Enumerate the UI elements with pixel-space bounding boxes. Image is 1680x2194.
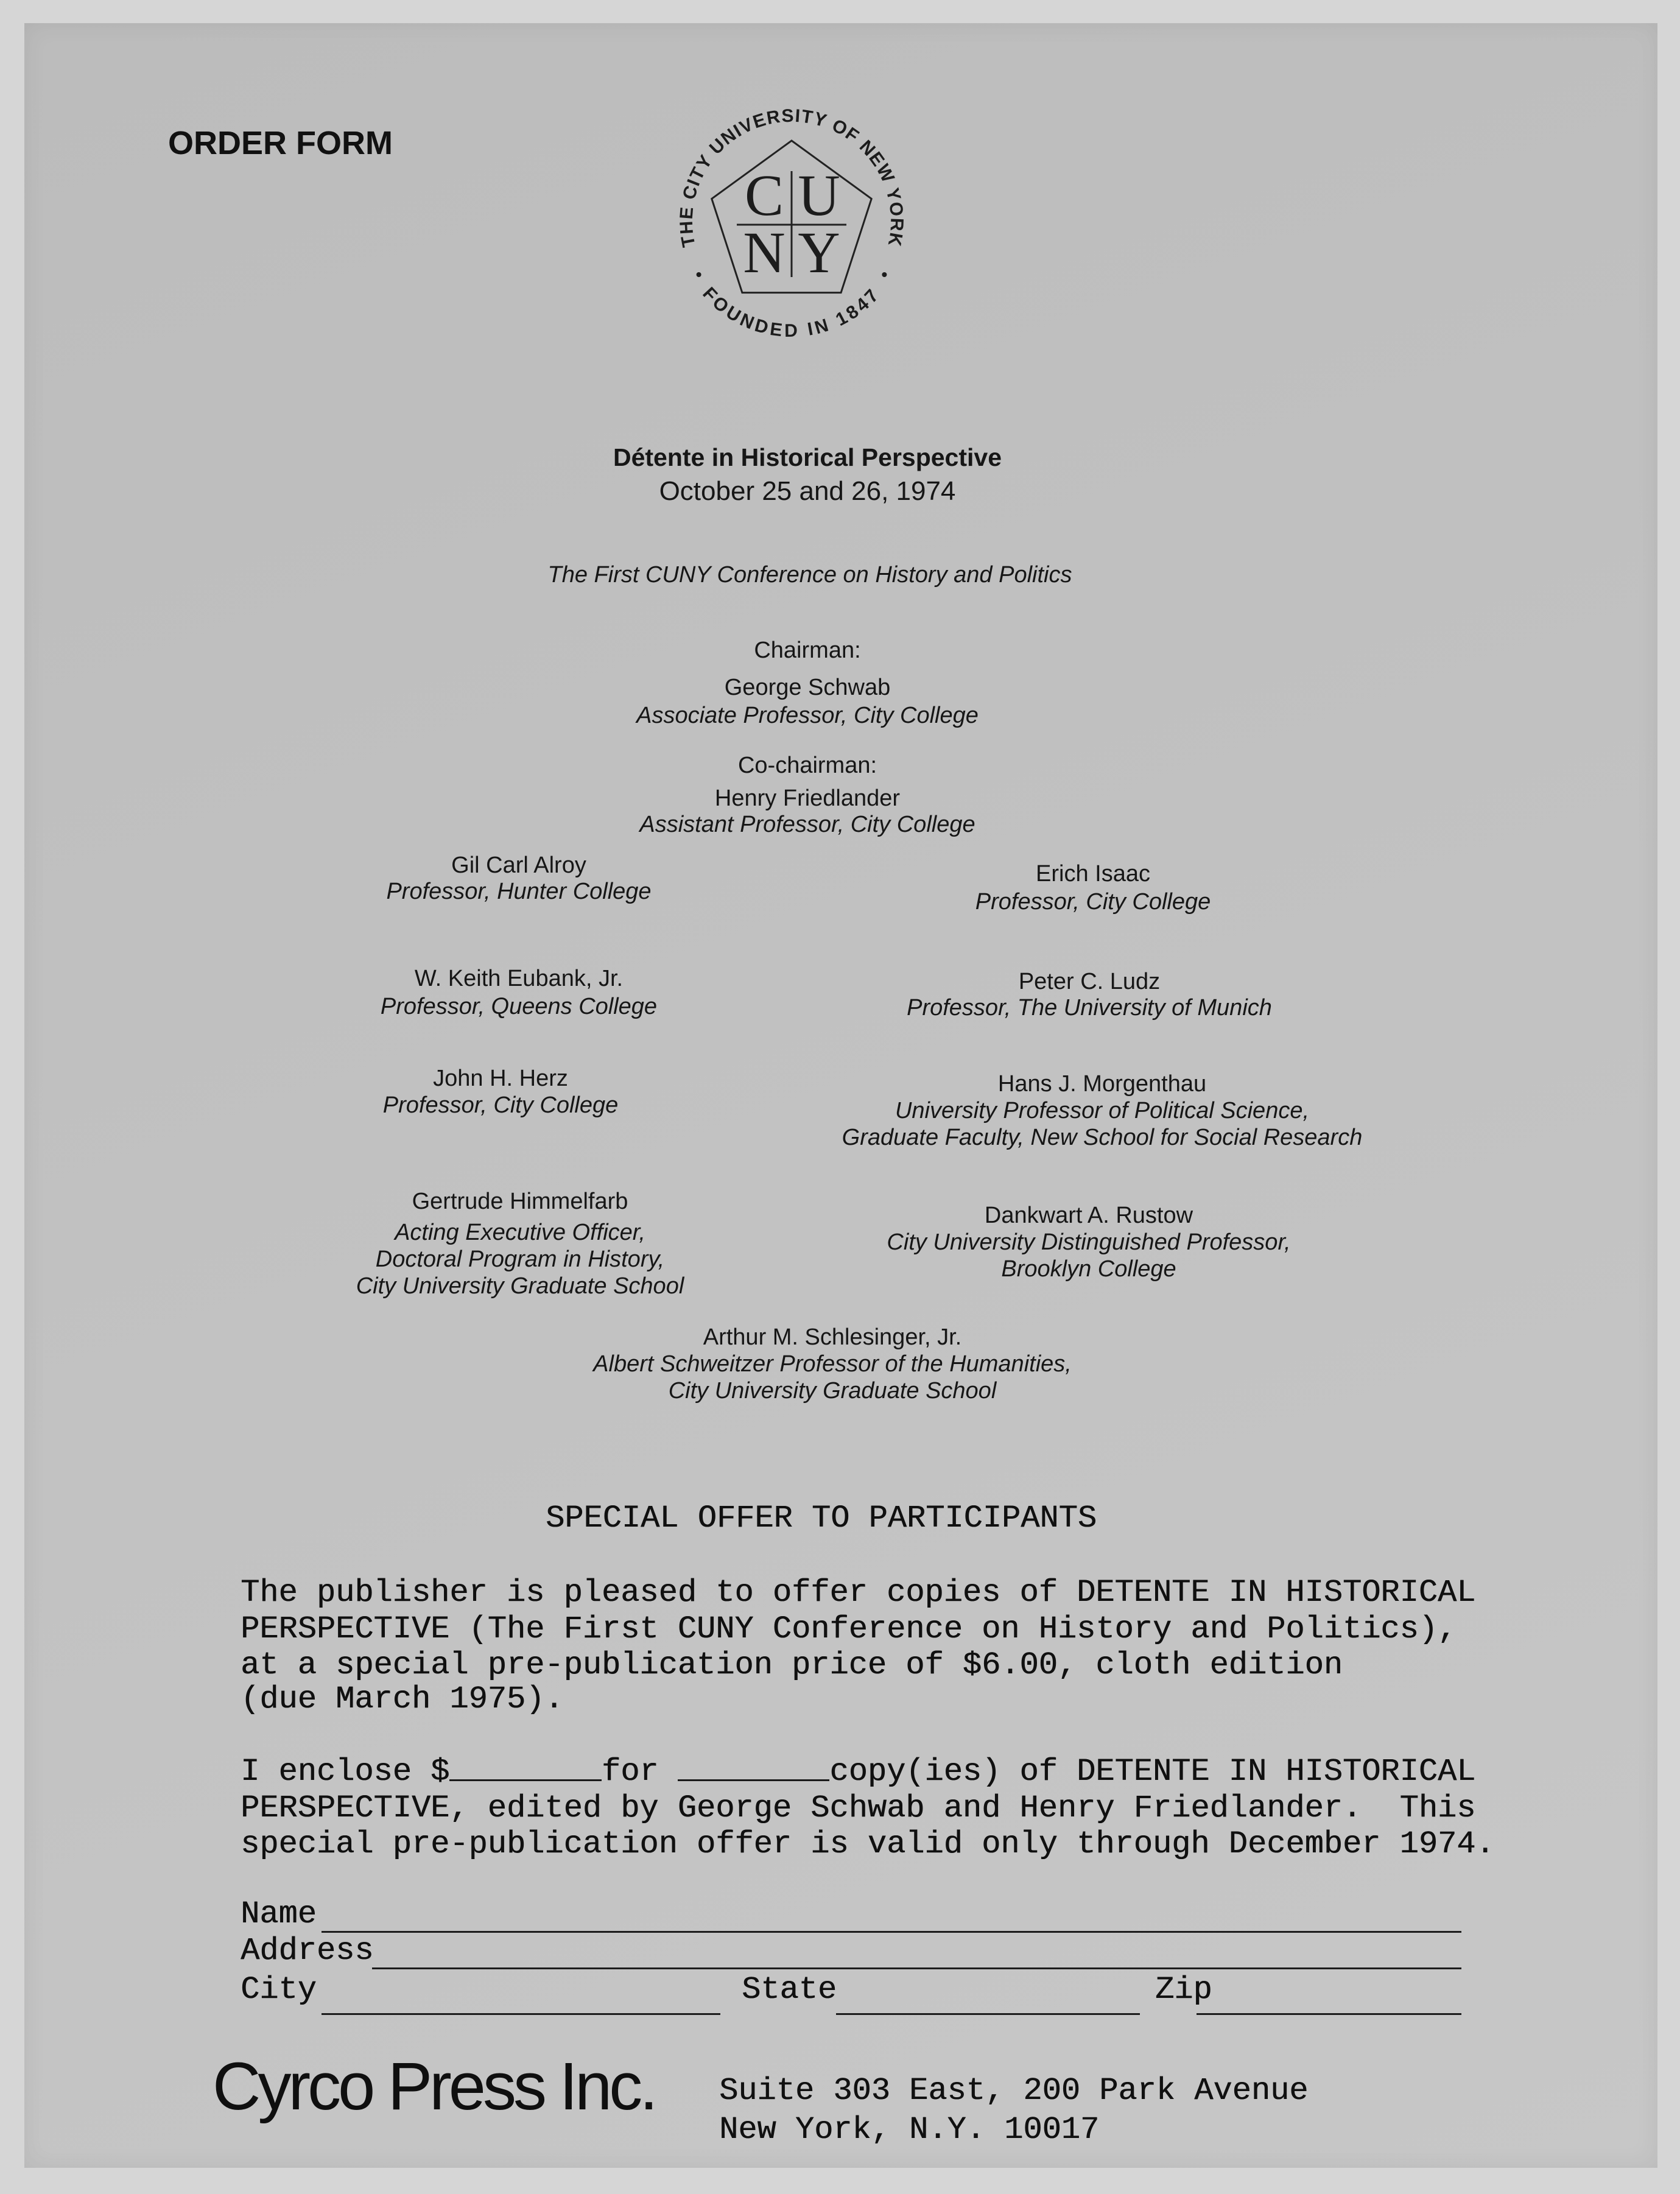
- chairman-block: [636, 673, 979, 730]
- seal-bottom-text: FOUNDED IN 1847: [698, 283, 885, 342]
- participant-name: Erich Isaac: [1036, 861, 1150, 887]
- participant-title: Professor, Queens College: [380, 994, 658, 1019]
- participant-title: City University Graduate School: [356, 1273, 684, 1299]
- participant-title: Professor, Hunter College: [386, 879, 652, 904]
- participant-himmelfarb: [356, 1188, 684, 1299]
- participant-eubank: [381, 965, 657, 1021]
- city-label: City: [241, 1972, 317, 2008]
- participant-name: Gertrude Himmelfarb: [412, 1189, 628, 1214]
- offer-paragraph-line: (due March 1975).: [241, 1681, 564, 1717]
- participant-title: City University Distinguished Professor,: [887, 1229, 1291, 1255]
- participant-name: Gil Carl Alroy: [451, 853, 586, 878]
- city-field[interactable]: [322, 2013, 720, 2015]
- conference-title: Détente in Historical Perspective: [613, 443, 1002, 471]
- enclose-middle: for: [601, 1754, 678, 1790]
- enclose-paragraph-line: special pre-publication offer is valid only through December 1974.: [241, 1826, 1495, 1862]
- participant-rustow: [887, 1202, 1290, 1282]
- conference-dates: October 25 and 26, 1974: [659, 476, 956, 506]
- participant-herz: [383, 1065, 619, 1119]
- zip-label: Zip: [1155, 1972, 1212, 2008]
- participant-title: Acting Executive Officer,: [395, 1220, 645, 1245]
- participant-name: Arthur M. Schlesinger, Jr.: [703, 1324, 962, 1350]
- participant-name: Hans J. Morgenthau: [997, 1071, 1207, 1097]
- state-field[interactable]: [836, 2013, 1140, 2015]
- participant-title: City University Graduate School: [668, 1378, 997, 1404]
- offer-paragraph-line: PERSPECTIVE (The First CUNY Conference on History and Politics),: [241, 1611, 1457, 1647]
- chairman-title: Associate Professor, City College: [636, 703, 979, 728]
- participant-name: Dankwart A. Rustow: [984, 1203, 1193, 1228]
- participant-title: University Professor of Political Science,: [894, 1098, 1310, 1123]
- state-label: State: [742, 1972, 837, 2008]
- enclose-prefix: I enclose $: [241, 1754, 450, 1790]
- amount-blank-field[interactable]: [449, 1755, 602, 1781]
- address-field[interactable]: [372, 1967, 1461, 1969]
- participant-title: Albert Schweitzer Professor of the Humanities,: [593, 1351, 1072, 1377]
- cochairman-label: Co-chairman:: [737, 753, 877, 778]
- special-offer-heading: SPECIAL OFFER TO PARTICIPANTS: [546, 1500, 1097, 1536]
- participant-name: Peter C. Ludz: [1018, 969, 1161, 994]
- participant-title: Professor, City College: [382, 1092, 619, 1118]
- chairman-name: George Schwab: [724, 675, 891, 700]
- zip-field[interactable]: [1197, 2013, 1461, 2015]
- seal-letter-n: N: [743, 220, 786, 285]
- participant-title: Brooklyn College: [1001, 1256, 1176, 1282]
- name-label: Name: [241, 1896, 317, 1932]
- chairman-label: Chairman:: [754, 638, 861, 663]
- participant-name: W. Keith Eubank, Jr.: [414, 966, 624, 991]
- participant-ludz: [907, 969, 1272, 1021]
- offer-paragraph-line: The publisher is pleased to offer copies of DETENTE IN HISTORICAL: [241, 1575, 1476, 1611]
- seal-letter-c: C: [744, 163, 784, 228]
- cochairman-block: [639, 786, 975, 838]
- publisher-address-line: New York, N.Y. 10017: [719, 2112, 1100, 2148]
- cochairman-name: Henry Friedlander: [714, 786, 901, 811]
- offer-paragraph-line: at a special pre-publication price of $6.00, cloth edition: [241, 1647, 1343, 1683]
- participant-alroy: [386, 853, 651, 905]
- address-label: Address: [241, 1933, 374, 1969]
- cochairman-title: Assistant Professor, City College: [639, 812, 975, 837]
- conference-subtitle: The First CUNY Conference on History and Politics: [547, 562, 1072, 588]
- publisher-address-line: Suite 303 East, 200 Park Avenue: [719, 2073, 1309, 2109]
- enclose-suffix: copy(ies) of DETENTE IN HISTORICAL: [829, 1754, 1476, 1790]
- copies-blank-field[interactable]: [678, 1755, 830, 1781]
- participant-title: Graduate Faculty, New School for Social Research: [842, 1125, 1363, 1150]
- participant-name: John H. Herz: [433, 1066, 568, 1091]
- cuny-seal-logo: [658, 87, 926, 355]
- participant-title: Doctoral Program in History,: [375, 1246, 665, 1272]
- participant-morgenthau: [842, 1071, 1363, 1151]
- participant-title: Professor, City College: [975, 889, 1211, 915]
- name-field[interactable]: [322, 1931, 1461, 1933]
- enclose-paragraph-line: PERSPECTIVE, edited by George Schwab and Henry Friedlander. This: [241, 1790, 1476, 1826]
- seal-dot-right: [882, 272, 887, 277]
- participant-title: Professor, The University of Munich: [907, 995, 1272, 1021]
- order-form-label: ORDER FORM: [168, 125, 393, 161]
- seal-dot-left: [697, 272, 701, 277]
- seal-top-text: THE CITY UNIVERSITY OF NEW YORK: [676, 105, 907, 249]
- seal-letter-u: U: [798, 163, 840, 228]
- seal-letter-y: Y: [798, 220, 840, 285]
- participant-schlesinger: [593, 1324, 1072, 1404]
- enclose-line: [241, 1754, 1475, 1790]
- participant-isaac: [975, 860, 1211, 916]
- publisher-name: Cyrco Press Inc.: [213, 2049, 655, 2124]
